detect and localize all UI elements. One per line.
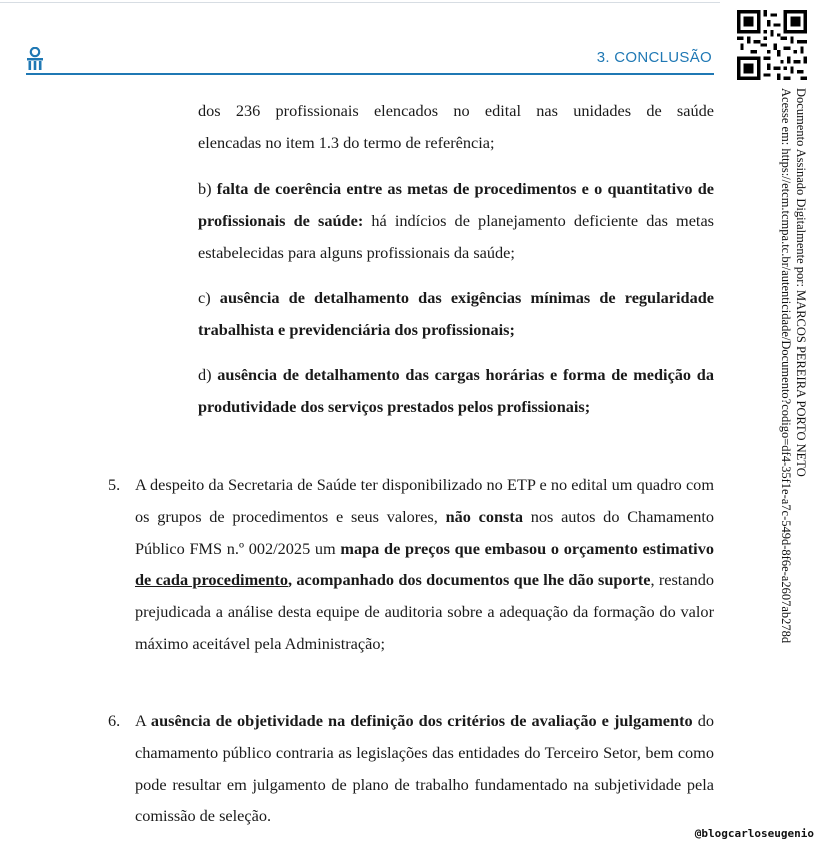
watermark-handle: @blogcarloseugenio (694, 827, 814, 840)
item-c-prefix: c) (198, 288, 220, 307)
p6-bold-1: ausência de objetividade na definição dos critérios de avaliação e julgamento (150, 711, 693, 730)
continuation-line-1: dos 236 profissionais elencados no edital nas unidades de saúde (198, 101, 714, 120)
p5-bold-1: não consta (445, 506, 523, 526)
top-rule (0, 2, 720, 3)
p6-text-2: do chamamento público contraria as legislações das entidades do Terceiro Setor, bem como pode resultar em julgamento de plano de trabalho fundamentado na subjetividade pela comissão de seleção. (135, 711, 714, 826)
p5-text-2: nos autos do Chamamento Público FMS n.º 002/2025 um (135, 506, 715, 558)
p6-text-1: A (135, 711, 151, 730)
item-b-bold: falta de coerência entre as metas de procedimentos e o quantitativo de profissionais de saúde: (198, 179, 714, 230)
paragraph-6 (135, 705, 714, 832)
signature-line-1: Documento Assinado Digitalmente por: MARCOS PEREIRA PORTO NETO (794, 88, 808, 477)
p5-bold-3: , acompanhado dos documentos que lhe dão suporte (287, 570, 651, 590)
paragraph-6-number: 6. (108, 711, 121, 730)
signature-line-2[interactable]: Acesse em: https://etcm.tcmpa.tc.br/autenticidade/Documento?codigo=df4-35f1e-a7c-549d-8f6e-a2607ab278d (779, 88, 793, 644)
digital-signature-stamp (778, 88, 808, 643)
item-d-bold: ausência de detalhamento das cargas horárias e forma de medição da produtividade dos serviços prestados pelos profissionais; (198, 365, 714, 416)
section-title: 3. CONCLUSÃO (596, 49, 712, 66)
item-d-prefix: d) (198, 365, 218, 384)
item-d (198, 359, 714, 423)
item-c-bold: ausência de detalhamento das exigências mínimas de regularidade trabalhista e previdenciária dos profissionais; (198, 288, 715, 339)
paragraph-5 (135, 469, 714, 660)
qr-code-icon[interactable] (737, 10, 807, 80)
paragraph-5-number: 5. (108, 475, 121, 494)
p5-bold-2: mapa de preços que embasou o orçamento estimativo (340, 538, 714, 558)
p5-text-3: , restando prejudicada a análise desta equipe de auditoria sobre a adequação da formação do valor máximo aceitável pela Administração; (135, 570, 714, 653)
p5-underlined: de cada procedimento (135, 570, 288, 590)
item-b (198, 173, 714, 268)
item-c (198, 282, 714, 346)
item-b-text: há indícios de planejamento deficiente das metas estabelecidas para alguns profissionais da saúde; (198, 210, 715, 262)
tcm-logo-icon (27, 47, 43, 71)
continuation-line-2: elencadas no item 1.3 do termo de referência; (198, 132, 495, 152)
item-b-prefix: b) (198, 179, 217, 198)
item-continuation (198, 95, 714, 159)
header-rule (26, 73, 714, 75)
p5-text-1: A despeito da Secretaria de Saúde ter disponibilizado no ETP e no edital um quadro com os grupos de procedimentos e seus valores, (135, 475, 714, 526)
